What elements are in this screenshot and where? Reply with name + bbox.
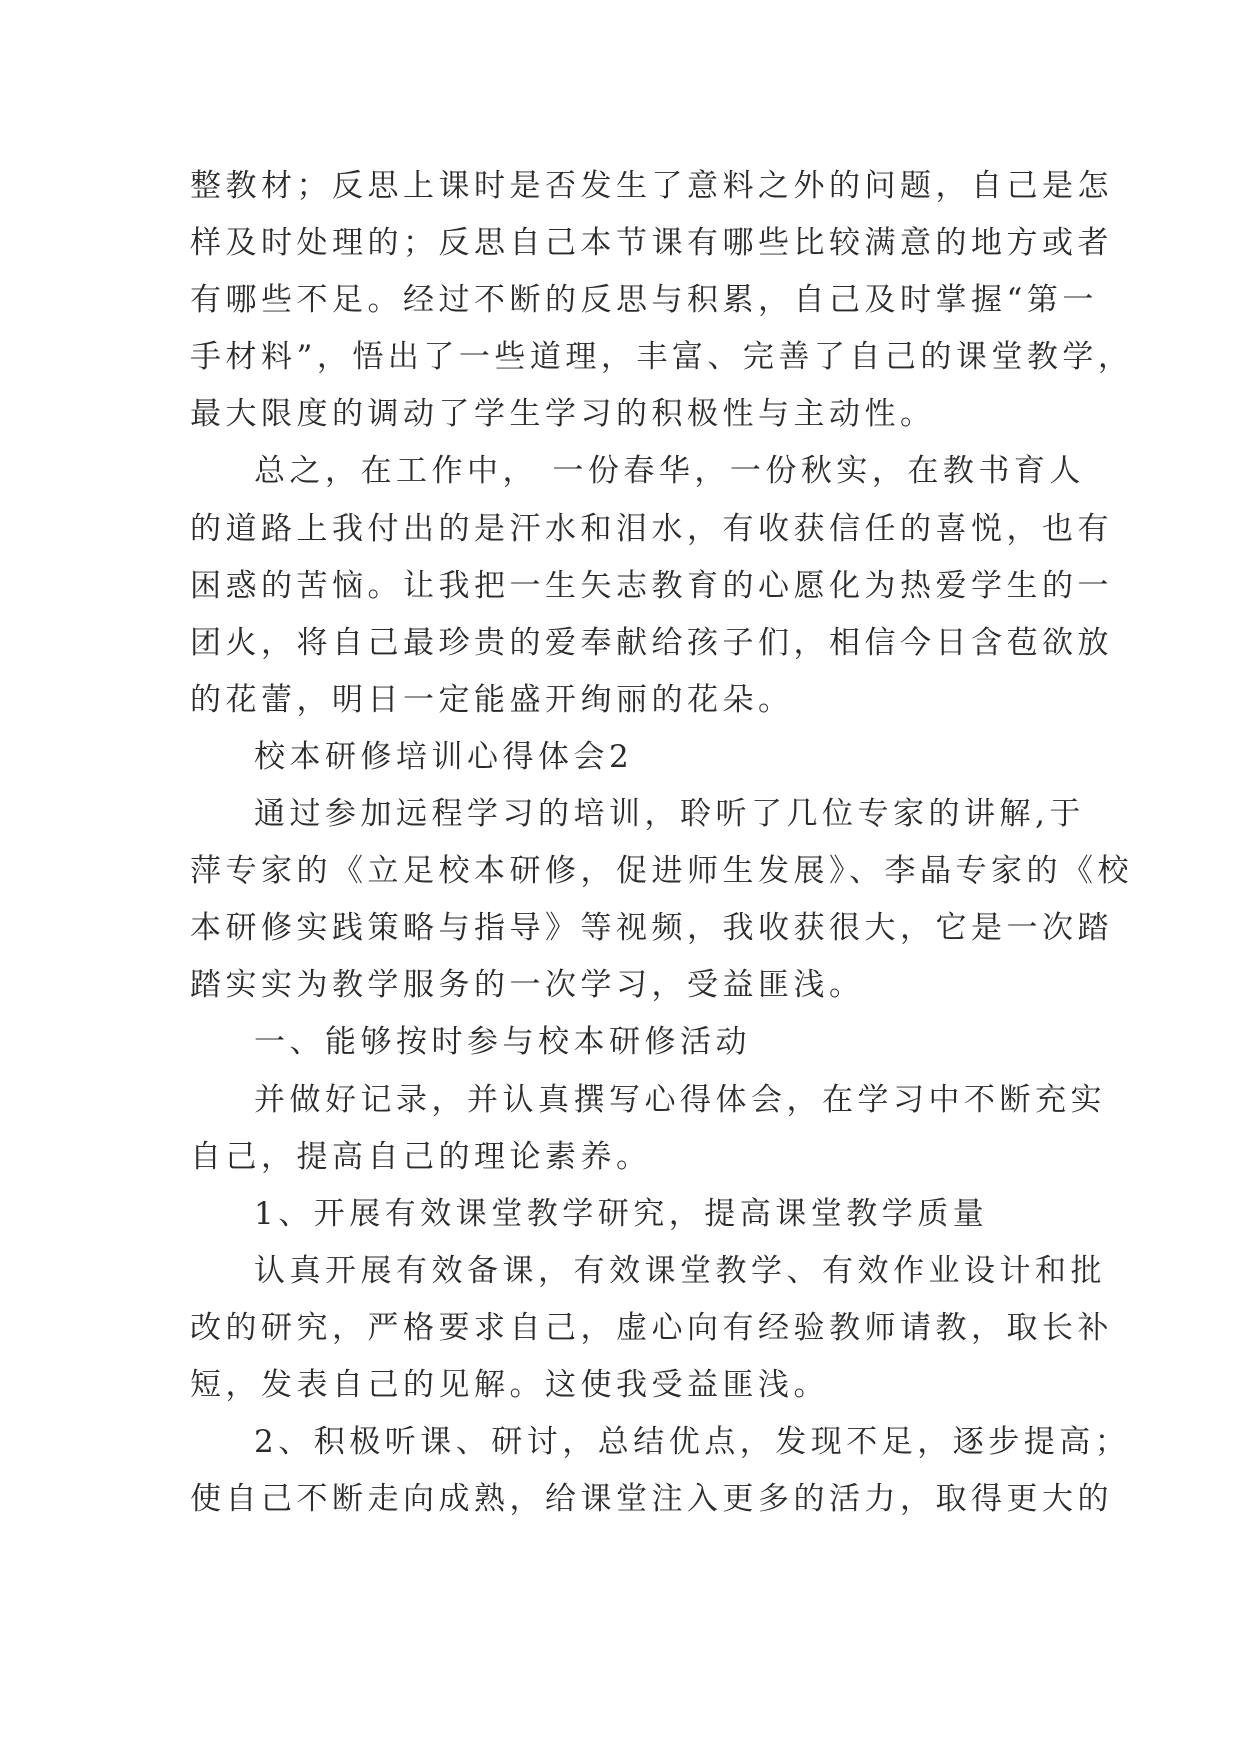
text-line: 整教材；反思上课时是否发生了意料之外的问题，自己是怎 [190, 168, 1113, 204]
list-item-heading: 2、积极听课、研讨，总结优点，发现不足，逐步提高； [254, 1424, 1131, 1461]
text-line: 改的研究，严格要求自己，虚心向有经验教师请教，取长补 [190, 1309, 1113, 1346]
text-line: 萍专家的《立足校本研修，促进师生发展》、李晶专家的《校 [190, 853, 1133, 890]
text-line: 手材料”，悟出了一些道理，丰富、完善了自己的课堂教学， [190, 339, 1134, 376]
text-line: 本研修实践策略与指导》等视频，我收获很大，它是一次踏 [190, 910, 1113, 947]
section-heading: 校本研修培训心得体会2 [254, 738, 634, 775]
text-line: 踏实实为教学服务的一次学习，受益匪浅。 [190, 967, 865, 1004]
subsection-heading: 一、能够按时参与校本研修活动 [254, 1024, 751, 1061]
text-line: 样及时处理的；反思自己本节课有哪些比较满意的地方或者 [190, 225, 1113, 262]
text-line: 的花蕾，明日一定能盛开绚丽的花朵。 [190, 681, 794, 718]
text-line: 总之，在工作中， 一份春华，一份秋实，在教书育人 [254, 453, 1085, 490]
list-item-heading: 1、开展有效课堂教学研究，提高课堂教学质量 [254, 1195, 989, 1232]
text-line: 使自己不断走向成熟，给课堂注入更多的活力，取得更大的 [190, 1481, 1113, 1518]
text-line: 自己，提高自己的理论素养。 [190, 1138, 652, 1175]
text-line: 认真开展有效备课，有效课堂教学、有效作业设计和批 [254, 1252, 1106, 1289]
text-line: 团火，将自己最珍贵的爱奉献给孩子们，相信今日含苞欲放 [190, 624, 1113, 661]
text-line: 的道路上我付出的是汗水和泪水，有收获信任的喜悦，也有 [190, 510, 1113, 547]
text-line: 最大限度的调动了学生学习的积极性与主动性。 [190, 396, 936, 433]
text-line: 有哪些不足。经过不断的反思与积累，自己及时掌握“第一 [190, 282, 1098, 319]
text-line: 短，发表自己的见解。这使我受益匪浅。 [190, 1366, 829, 1403]
text-line: 通过参加远程学习的培训，聆听了几位专家的讲解,于 [254, 796, 1085, 833]
document-body [190, 158, 1134, 1528]
text-line: 困惑的苦恼。让我把一生矢志教育的心愿化为热爱学生的一 [190, 567, 1113, 604]
text-line: 并做好记录，并认真撰写心得体会，在学习中不断充实 [254, 1081, 1106, 1118]
